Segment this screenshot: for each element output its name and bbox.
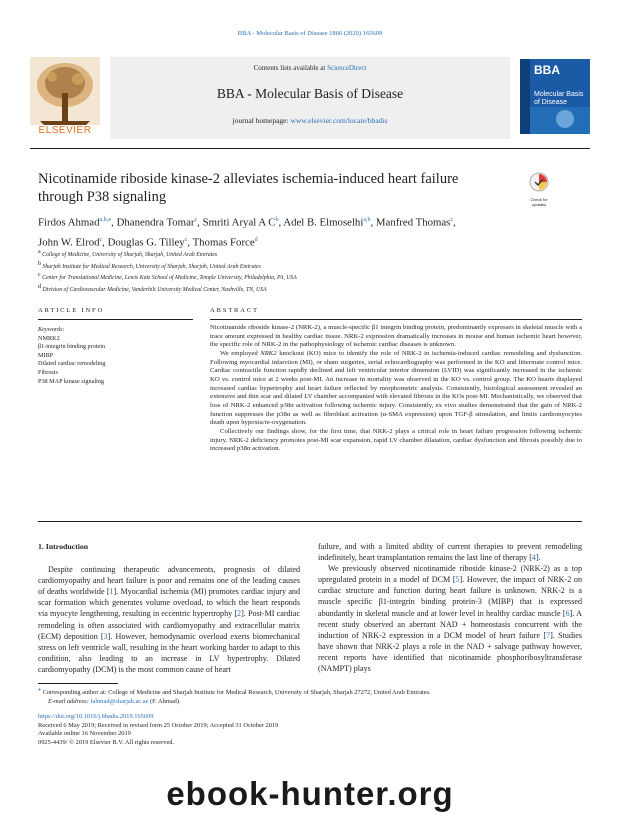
elsevier-wordmark: ELSEVIER [38, 125, 92, 136]
author-affiliation-marker[interactable]: b [275, 217, 279, 223]
citation-link[interactable]: 6 [565, 608, 570, 618]
author-affiliation-marker[interactable]: c [99, 236, 103, 243]
journal-cover [520, 59, 590, 134]
cover-pattern-icon [520, 59, 590, 134]
affiliation: $^b$ Sharjah Institute for Medical Research, University of Sharjah, Sharjah, United Arab Emirates [38, 260, 261, 270]
keywords-label: Keywords: [38, 326, 65, 333]
article-info-heading: ARTICLE INFO [38, 307, 105, 314]
body-column-left [38, 541, 300, 675]
abstract-heading: ABSTRACT [210, 307, 259, 314]
footnote-rule [38, 683, 118, 684]
author-affiliation-marker[interactable]: c [184, 236, 188, 243]
keyword: MIBP [38, 351, 54, 359]
citation-link[interactable]: 4 [531, 553, 536, 563]
author-affiliation-marker[interactable]: d [254, 236, 258, 243]
journal-banner [110, 57, 510, 139]
affiliation: $^d$ Division of Cardiovascular Medicine, Vanderbilt University Medical Center, Nashville, TN, USA [38, 283, 267, 293]
crossmark-icon [528, 172, 550, 192]
citation-link[interactable]: 2 [237, 609, 242, 619]
affiliation: $^a$ College of Medicine, University of Sharjah, Sharjah, United Arab Emirates [38, 249, 218, 258]
keyword: P38 MAP kinase signaling [38, 377, 104, 385]
author-name[interactable]: Adel B. Elmoselhi [283, 216, 364, 229]
abstract-rule [210, 319, 582, 320]
masthead [30, 57, 590, 145]
keyword: NMRK2 [38, 334, 60, 342]
article-info-rule [38, 319, 193, 320]
body-paragraph: We previously observed nicotinamide riboside kinase-2 (NRK-2) as a top upregulated protein in a model of DCM [5]. However, the impact of NRK-2 on cardiac structure and function during heart failure is unknown. NRK-2 is a muscle specific β1-integrin binding protein-3 (MIBP) that is expressed abundantly in skeletal muscle and at lower level in healthy cardiac muscle [6]. A recent study observed an aberrant NAD + homeostasis concurrent with the induction of NRK-2 expression in a DCM model of heart failure [7]. Studies have shown that NRK-2 plays a role in the NAD + salvage pathway however, recent reports have identified that nicotinamide phosphoribosyltransferase (NAMPT) plays [318, 564, 582, 674]
cover-title: BBA [534, 63, 560, 77]
citation-link[interactable]: 3 [103, 631, 108, 641]
citation-link[interactable]: 1 [109, 587, 114, 597]
elsevier-logo [30, 57, 100, 142]
copyright-line: 0925-4439/ © 2019 Elsevier B.V. All rights reserved. [38, 738, 175, 746]
online-date: Available online 16 November 2019 [38, 730, 131, 737]
abstract-paragraph: Nicotinamide riboside kinase-2 (NRK-2), a muscle-specific β1 integrin binding protein, predominantly expresses in skeletal muscle with a trace amount expressed in healthy cardiac tissue. NRK-2 expression dramatically increases in mouse and human ischemic heart however, the specific role of NRK-2 in the pathophysiology of ischemic cardiac diseases is unknown. [210, 324, 582, 349]
body-paragraph: Despite continuing therapeutic advancements, prognosis of dilated cardiomyopathy and heart failure is poor and remains one of the leading causes of deaths worldwide [1]. Myocardial ischemia (MI) promotes cardiac injury and scar formation which generates volume overload, to which the heart responds via myocyte lengthening, resulting in eccentric hypertrophy [2]. Post-MI cardiac remodeling is often associated with cardiomyopathy and extracellular matrix (ECM) deposition [3]. However, hemodynamic overload exerts biomechanical stress on left ventricle wall, resulting in the heart working harder to adapt to this condition, also leading to an increase in LV hypertrophy. Dilated cardiomyopathy (DCM) is the most common cause of heart [38, 565, 301, 674]
author-affiliation-marker[interactable]: a,b [363, 217, 371, 223]
header-rule [30, 148, 590, 149]
affiliation: $^c$ Center for Translational Medicine, Lewis Katz School of Medicine, Temple University, Philadelphia, PA, USA [38, 272, 297, 281]
author-name[interactable]: Douglas G. Tilley [107, 236, 185, 249]
keyword: Dilated cardiac remodeling [38, 360, 106, 368]
keywords-block [38, 326, 193, 386]
author-affiliation-marker[interactable]: c [450, 217, 454, 223]
crossmark-line2: updates [531, 202, 547, 207]
abstract-paragraph: Collectively our findings show, for the first time, that NRK-2 plays a critical role in heart failure progression following ischemic injury. NRK-2 deficiency promotes post-MI scar expansion, rapid LV chamber dilatation, cardiac dysfunction and fibrosis possibly due to increased p38α activation. [210, 427, 582, 453]
keyword-list [38, 335, 193, 387]
homepage-link[interactable]: www.elsevier.com/locate/bbadis [290, 116, 388, 125]
article-title: Nicotinamide riboside kinase-2 alleviates ischemia-induced heart failure through P38 signaling [38, 171, 459, 205]
homepage-line: journal homepage: www.elsevier.com/locate/bbadis [232, 116, 388, 125]
author-name[interactable]: Smriti Aryal A C [202, 216, 276, 229]
author-name[interactable]: Thomas Force [192, 236, 255, 249]
watermark: ebook-hunter.org [166, 775, 454, 812]
author-name[interactable]: John W. Elrod [38, 236, 100, 249]
body-paragraph: failure, and with a limited ability of current therapies to prevent remodeling indefinitely, heart transplantation remains the last line of therapy [4]. [318, 542, 582, 563]
publication-info [38, 713, 438, 747]
author-name[interactable]: Firdos Ahmad [38, 216, 100, 229]
abstract-body [210, 324, 582, 454]
citation-link[interactable]: 5 [455, 575, 460, 585]
section-heading: 1. Introduction [38, 542, 89, 551]
keyword: Fibrosis [38, 368, 58, 376]
contents-line: Contents lists available at ScienceDirect [253, 64, 367, 72]
author-email-link[interactable]: fahmad@sharjah.ac.ae [90, 697, 149, 705]
citation-link[interactable]: 7 [546, 630, 551, 640]
crossmark-badge[interactable] [525, 172, 553, 207]
author-affiliation-marker[interactable]: c [194, 217, 198, 223]
abstract-paragraph: We employed NRK2 knockout (KO) mice to identify the role of NRK-2 in ischemia-induced cardiac remodeling and dysfunction. Following myocardial infarction (MI), or sham surgeries, serial echocardiography was performed in the KO and littermate control mice. Cardiac contractile function rapidly declined and left ventricular interior dimension (LVID) was significantly increased in the ischemic KO vs. control mice at 2 weeks post-MI. An increase in mortality was observed in the KO vs. control group. The KO hearts displayed increased cardiac hypertrophy and heart failure reflected by morphometric analysis. Consistently, histological assessment revealed an extensive and thin scar and dilated LV chamber accompanied with elevated fibrosis in the KOs post-MI. Mechanistically, we observed that loss of NRK-2 enhanced p38α activation following ischemic injury. Consistently, ex vivo studies demonstrated that the gain of NRK-2 function suppresses the p38α as well as fibroblast activation (α-SMA expression) upon TGF-β stimulation, and limits cardiomyocytes death upon hypoxia/re-oxygenation. [210, 349, 583, 427]
doi-link[interactable]: https://doi.org/10.1016/j.bbadis.2019.165609 [38, 713, 154, 720]
cover-subtitle: Molecular Basis of Disease [534, 91, 584, 106]
author-affiliation-marker[interactable]: a,b,⁎ [99, 217, 112, 223]
sciencedirect-link[interactable]: ScienceDirect [327, 64, 367, 72]
author-name[interactable]: Manfred Thomas [375, 216, 451, 229]
corresponding-author-footnote: ⁎ Corresponding author at: College of Medicine and Sharjah Institute for Medical Research, University of Sharjah, Sharjah 27272, United Arab Emirates. E-mail address: fahmad@sharjah.ac.ae (F. Ahmad). [38, 687, 431, 705]
affiliation-list [38, 248, 568, 294]
crossmark-line1: Check for [530, 197, 548, 202]
author-list: Firdos Ahmad$^{a,b,⁎}$, Dhanendra Tomar$^c$, Smriti Aryal A $C^b$, Adel B. Elmoselhi$^{a,b}$, Manfred Thomas$^c$, John W. Elrod$^c$, Douglas G. Tilley$^c$, Thomas Force$^d$ [38, 216, 456, 249]
journal-title: BBA - Molecular Basis of Disease [216, 86, 404, 101]
journal-reference[interactable]: BBA - Molecular Basis of Disease 1866 (2020) 165609 [237, 30, 383, 37]
keyword: β1-integrin binding protein [38, 343, 106, 351]
body-column-right [318, 541, 582, 674]
received-dates: Received 6 May 2019; Received in revised form 25 October 2019; Accepted 31 October 2019 [38, 721, 279, 729]
abstract-end-rule [38, 521, 582, 522]
author-name[interactable]: Dhanendra Tomar [116, 216, 195, 229]
